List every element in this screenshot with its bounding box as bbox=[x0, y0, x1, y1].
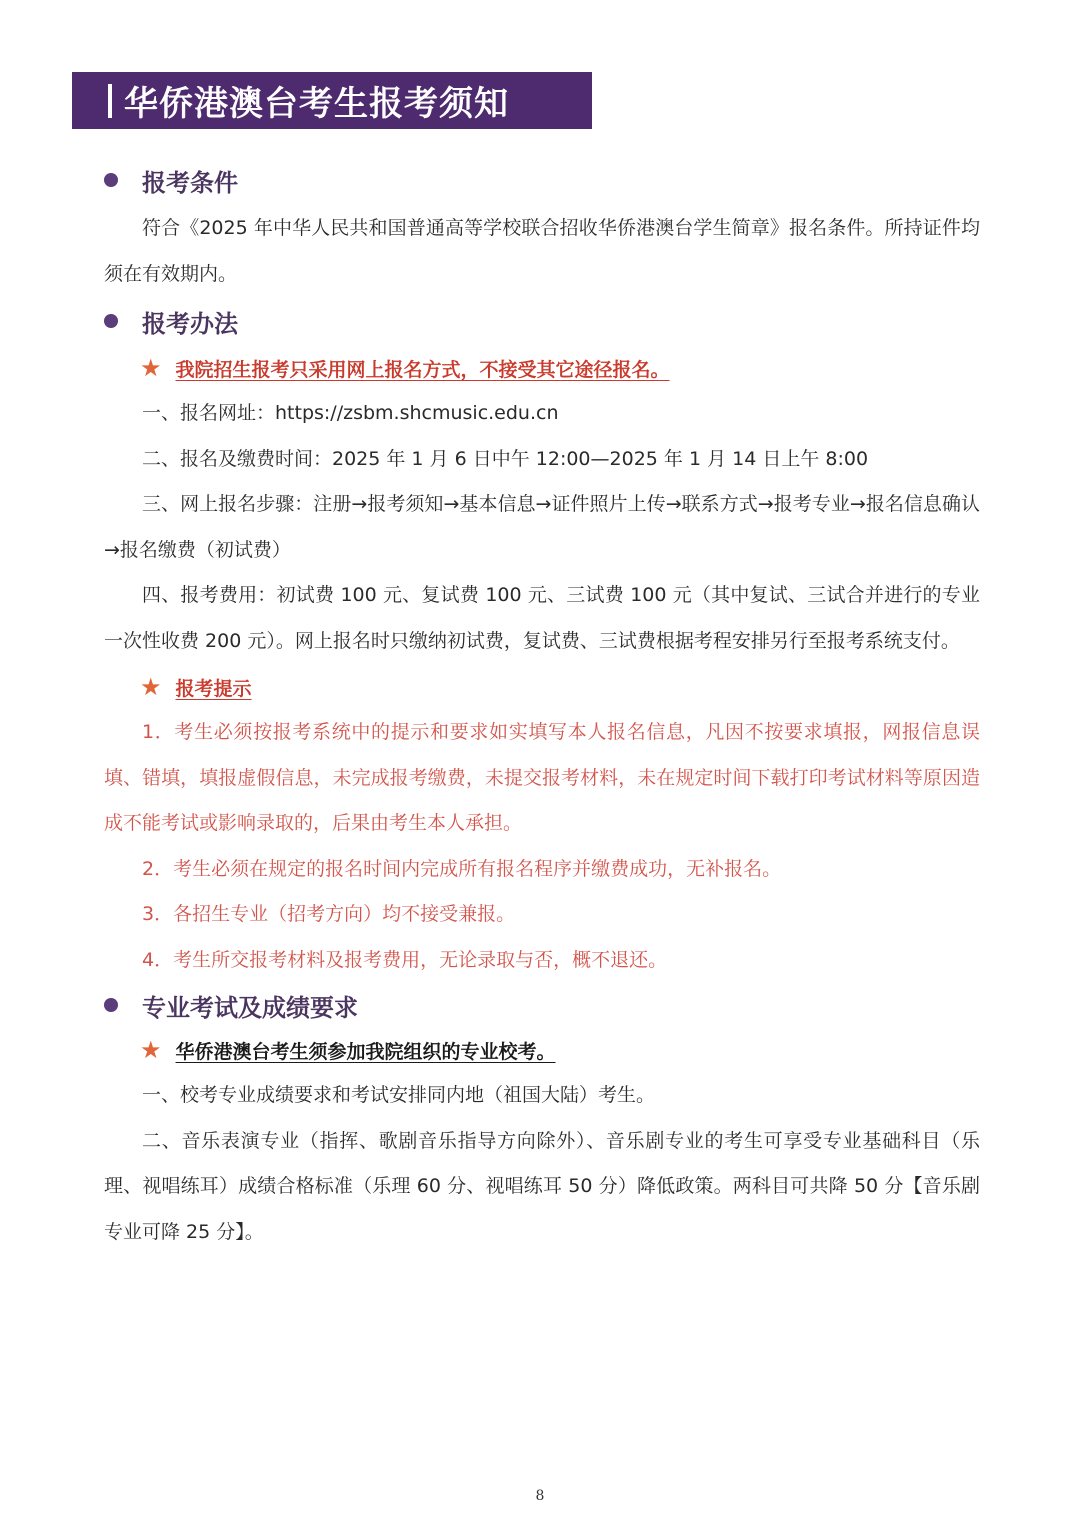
star-icon: ★ bbox=[140, 1036, 162, 1064]
method-item-time: 二、报名及缴费时间：2025 年 1 月 6 日中午 12:00—2025 年 1 月 14 日上午 8:00 bbox=[142, 447, 869, 470]
page-number: 8 bbox=[535, 1488, 545, 1504]
bullet-dot-icon bbox=[104, 173, 118, 187]
tip-item-2: 2．考生必须在规定的报名时间内完成所有报名程序并缴费成功，无补报名。 bbox=[142, 857, 782, 880]
section-heading-method: 报考办法 bbox=[104, 299, 980, 343]
section-heading-conditions: 报考条件 bbox=[104, 158, 980, 202]
page-title-banner bbox=[72, 72, 592, 129]
tips-heading: ★ 报考提示 bbox=[140, 673, 252, 701]
section-heading-exam: 专业考试及成绩要求 bbox=[104, 983, 980, 1027]
tip-item-1: 1．考生必须按报考系统中的提示和要求如实填写本人报名信息，凡因不按要求填报，网报信息误填、错填，填报虚假信息，未完成报考缴费，未提交报考材料，未在规定时间下载打印考试材料等原因造成不能考试或影响录取的，后果由考生本人承担。 bbox=[104, 721, 980, 834]
page-title: 华侨港澳台考生报考须知 bbox=[124, 84, 509, 124]
conditions-paragraph: 符合《2025 年中华人民共和国普通高等学校联合招收华侨港澳台学生简章》报名条件。所持证件均须在有效期内。 bbox=[104, 217, 980, 285]
exam-item-2: 二、音乐表演专业（指挥、歌剧音乐指导方向除外）、音乐剧专业的考生可享受专业基础科目（乐理、视唱练耳）成绩合格标准（乐理 60 分、视唱练耳 50 分）降低政策。两科目可共降 50 分【音乐剧专业可降 25 分】。 bbox=[104, 1129, 980, 1243]
method-item-url: 一、报名网址：https://zsbm.shcmusic.edu.cn bbox=[142, 402, 559, 424]
tip-item-4: 4．考生所交报考材料及报考费用，无论录取与否，概不退还。 bbox=[142, 948, 668, 971]
bullet-dot-icon bbox=[104, 314, 118, 328]
star-icon: ★ bbox=[140, 673, 162, 701]
online-only-notice: ★ 我院招生报考只采用网上报名方式，不接受其它途径报名。 bbox=[140, 354, 670, 382]
tip-item-3: 3．各招生专业（招考方向）均不接受兼报。 bbox=[142, 903, 516, 925]
method-item-steps: 三、网上报名步骤：注册→报考须知→基本信息→证件照片上传→联系方式→报考专业→报名信息确认→报名缴费（初试费） bbox=[104, 493, 980, 561]
exam-item-1: 一、校考专业成绩要求和考试安排同内地（祖国大陆）考生。 bbox=[142, 1084, 656, 1106]
document-body bbox=[104, 158, 980, 1255]
method-item-fees: 四、报考费用：初试费 100 元、复试费 100 元、三试费 100 元（其中复试、三试合并进行的专业一次性收费 200 元）。网上报名时只缴纳初试费，复试费、三试费根据考程安排另行至报考系统支付。 bbox=[104, 584, 980, 652]
exam-required-notice: ★ 华侨港澳台考生须参加我院组织的专业校考。 bbox=[140, 1036, 556, 1064]
bullet-dot-icon bbox=[104, 998, 118, 1012]
star-icon: ★ bbox=[140, 354, 162, 382]
title-bar-mark bbox=[108, 84, 112, 118]
